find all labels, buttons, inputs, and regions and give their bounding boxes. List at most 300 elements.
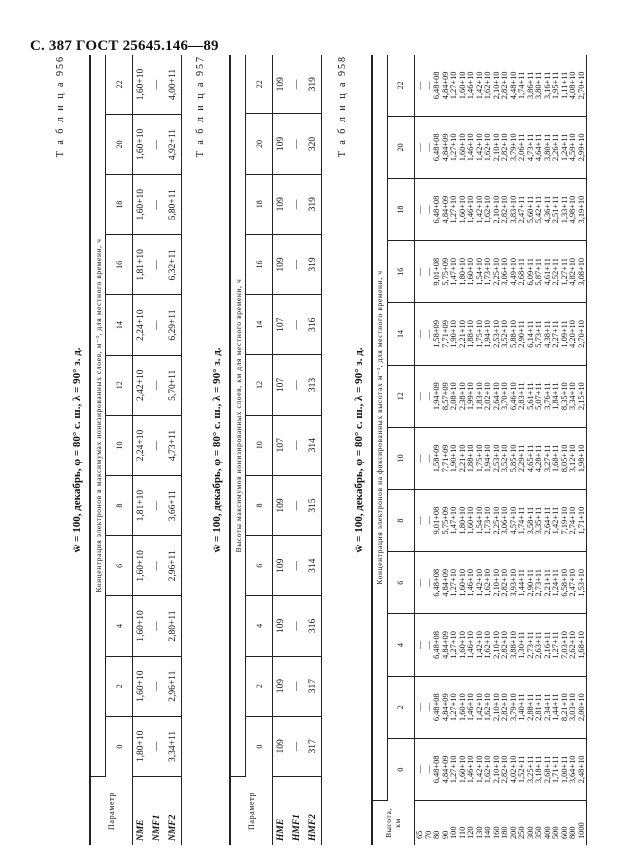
value-cell: 4,36+11 [542, 195, 552, 224]
value-cell: 1,73+10 [483, 506, 492, 535]
table-958-label: Т а б л и ц а 958 [337, 55, 348, 158]
value-cell: 1,27+11 [551, 631, 560, 659]
value-cell: 1,62+10 [483, 755, 492, 784]
height-value: 100 [449, 826, 458, 839]
value-cell: — [149, 235, 165, 295]
value-cell: 317 [305, 716, 322, 776]
value-cell: 1,68+11 [551, 444, 560, 473]
value-cell: 4,84+09 [440, 568, 450, 597]
value-cell: 1,46+10 [466, 195, 475, 224]
value-cell: 1,60+10 [457, 568, 467, 597]
value-cell: 9,01+08 [432, 257, 441, 286]
value-cell: 5,88+10 [508, 320, 518, 348]
height-value: 200 [508, 826, 518, 839]
hour-header: 18 [246, 174, 273, 234]
param-name: NME [136, 819, 146, 841]
rotated-content [55, 55, 625, 845]
value-cell: 3,35+11 [534, 506, 543, 535]
value-cell: — [149, 355, 165, 415]
hour-header: 6 [106, 536, 133, 596]
value-cell: 1,46+10 [466, 71, 475, 100]
hour-header: 22 [246, 55, 273, 114]
hour-header: 10 [388, 427, 415, 489]
value-cell: 1,30+11 [517, 631, 526, 659]
value-cell: 2,70+10 [576, 320, 586, 348]
value-cell: — [149, 415, 165, 475]
value-cell: 1,73+10 [483, 257, 492, 286]
value-cell: 4,84+09 [440, 755, 450, 784]
height-value: 350 [534, 826, 543, 839]
hour-header: 4 [246, 596, 273, 656]
param-header: Параметр [90, 777, 133, 846]
value-cell: 2,51+11 [551, 195, 560, 224]
hour-header: 0 [246, 716, 273, 776]
hour-header: 0 [388, 738, 415, 800]
height-value: 600 [559, 826, 569, 839]
value-cell: 2,82+10 [500, 133, 509, 162]
value-cell: — [289, 415, 305, 475]
table-958 [371, 55, 587, 845]
value-cell: — [423, 578, 433, 587]
value-cell: — [149, 716, 165, 776]
value-cell: 1,27+10 [449, 755, 458, 784]
hour-column-16 [415, 241, 587, 303]
value-cell: 1,42+10 [474, 195, 484, 224]
value-cell: 2,08+10 [449, 382, 458, 411]
value-cell: 1,54+10 [474, 257, 484, 286]
hour-column-12 [415, 365, 587, 427]
value-cell: 7,71+09 [440, 320, 450, 348]
value-cell: 1,60+10 [133, 596, 150, 656]
group-header: Концентрация электронов на фиксированных высотах м⁻³, для местного времени, ч [372, 55, 388, 801]
value-cell: 4,84+09 [440, 693, 450, 722]
hour-header: 12 [246, 355, 273, 415]
value-cell: 1,27+10 [449, 693, 458, 722]
value-cell: 3,52+10 [500, 320, 509, 348]
height-value: 1000 [576, 822, 586, 839]
value-cell: 4,28+11 [534, 444, 543, 473]
value-cell: 2,96+11 [165, 536, 182, 596]
value-cell: — [415, 392, 424, 401]
value-cell: 2,53+10 [491, 320, 501, 348]
value-cell: 1,27+10 [449, 631, 458, 659]
value-cell: 1,58+09 [432, 444, 441, 473]
value-cell: 3,52+10 [500, 444, 509, 473]
value-cell: 1,46+10 [466, 568, 475, 597]
value-cell: — [289, 536, 305, 596]
value-cell: 2,68+11 [517, 258, 526, 286]
value-cell: 7,71+09 [440, 444, 450, 473]
hour-column-20 [415, 116, 587, 178]
value-cell: 1,42+10 [474, 133, 484, 162]
value-cell: 4,02+10 [508, 755, 518, 784]
value-cell: 3,58+11 [525, 506, 535, 535]
value-cell: 1,60+10 [133, 55, 150, 114]
hour-header: 18 [388, 178, 415, 240]
value-cell: — [289, 234, 305, 294]
value-cell: 3,19+10 [576, 195, 586, 224]
value-cell: 3,12+10 [568, 444, 577, 473]
value-cell: 2,82+10 [500, 631, 509, 659]
value-cell: 320 [305, 114, 322, 174]
value-cell: 319 [305, 55, 322, 114]
hour-header: 14 [388, 303, 415, 365]
height-value: 800 [568, 826, 577, 839]
hour-header: 22 [388, 55, 415, 116]
value-cell: 314 [305, 536, 322, 596]
value-cell: 2,06+11 [517, 133, 526, 162]
value-cell: 109 [273, 234, 290, 294]
value-cell: 1,80+10 [457, 506, 467, 535]
hour-column-14 [415, 303, 587, 365]
height-value: 70 [423, 830, 433, 839]
value-cell: 4,08+10 [568, 71, 577, 100]
value-cell: 6,48+08 [432, 71, 441, 100]
value-cell: 2,26+11 [551, 133, 560, 162]
value-cell: 4,65+11 [525, 444, 535, 473]
value-cell: 1,62+10 [483, 693, 492, 722]
value-cell: 2,64+11 [542, 506, 552, 535]
value-cell: 5,87+11 [534, 258, 543, 286]
height-value: 250 [517, 826, 526, 839]
value-cell: 2,29+11 [517, 444, 526, 473]
group-header: Концентрация электронов в максимумах ионизированных слоев, м⁻³, для местного времени, ч [90, 55, 106, 777]
value-cell: 1,09+11 [559, 320, 569, 348]
value-cell: 2,52+11 [551, 258, 560, 286]
table-row [415, 55, 587, 845]
value-cell: — [289, 355, 305, 415]
value-cell: 7,03+10 [559, 631, 569, 659]
value-cell: 6,32+11 [165, 235, 182, 295]
value-cell: 1,47+10 [449, 257, 458, 286]
value-cell: 2,82+10 [500, 755, 509, 784]
value-cell: — [149, 536, 165, 596]
value-cell: 1,60+10 [457, 631, 467, 659]
value-cell: 1,44+11 [517, 569, 526, 597]
value-cell: 1,80+10 [457, 257, 467, 286]
value-cell: 1,71+10 [576, 506, 586, 535]
hour-header: 6 [388, 552, 415, 614]
value-cell: 1,60+10 [466, 257, 475, 286]
value-cell: 1,60+10 [133, 536, 150, 596]
table-956-caption: w̄ = 100, декабрь, φ = 80° с. ш., λ = 90° з. д. [71, 347, 83, 553]
hour-header: 4 [388, 614, 415, 676]
value-cell: — [423, 143, 433, 152]
value-cell: — [415, 516, 424, 525]
value-cell: 6,48+08 [432, 568, 441, 597]
value-cell: 109 [273, 174, 290, 234]
value-cell: — [289, 114, 305, 174]
value-cell: — [423, 703, 433, 712]
value-cell: 1,42+10 [474, 568, 484, 597]
value-cell: 1,27+10 [449, 568, 458, 597]
value-cell: 2,10+10 [491, 631, 501, 659]
value-cell: 5,73+11 [534, 320, 543, 348]
value-cell: 1,62+10 [483, 71, 492, 100]
value-cell: 1,60+10 [133, 175, 150, 235]
value-cell: 2,24+10 [133, 295, 150, 355]
value-cell: 9,01+08 [432, 506, 441, 535]
value-cell: — [149, 596, 165, 656]
value-cell: 4,82+10 [568, 257, 577, 286]
value-cell: 1,98+10 [576, 444, 586, 473]
value-cell: 4,59+10 [568, 133, 577, 162]
value-cell: 1,88+10 [466, 320, 475, 348]
value-cell: — [289, 656, 305, 716]
value-cell: 314 [305, 415, 322, 475]
value-cell: 6,48+08 [432, 631, 441, 659]
value-cell: 2,64+10 [491, 382, 501, 411]
table-row [305, 55, 322, 845]
value-cell: 5,80+11 [165, 175, 182, 235]
value-cell: — [149, 476, 165, 536]
value-cell: — [415, 205, 424, 214]
value-cell: 1,46+10 [466, 133, 475, 162]
param-name: HMF1 [292, 814, 302, 841]
hour-header: 20 [106, 114, 133, 174]
value-cell: 1,53+10 [576, 568, 586, 597]
value-cell: 1,33+11 [559, 195, 569, 224]
value-cell: 3,93+10 [508, 568, 518, 597]
value-cell: 2,10+10 [491, 568, 501, 597]
hour-header: 2 [106, 656, 133, 716]
param-header: Параметр [230, 777, 273, 846]
value-cell: 4,73+11 [165, 415, 182, 475]
value-cell: 6,48+08 [432, 133, 441, 162]
table-957-label: Т а б л и ц а 957 [195, 55, 206, 158]
value-cell: 4,84+09 [440, 631, 450, 659]
value-cell: 2,53+10 [491, 444, 501, 473]
value-cell: 5,07+11 [534, 382, 543, 410]
value-cell: 6,58+10 [559, 568, 569, 597]
value-cell: 1,47+10 [449, 506, 458, 535]
value-cell: 316 [305, 295, 322, 355]
value-cell: 2,83+11 [517, 382, 526, 410]
value-cell: 1,71+11 [551, 755, 560, 784]
value-cell: 1,62+10 [483, 568, 492, 597]
value-cell: 1,84+11 [551, 382, 560, 410]
value-cell: 3,34+10 [568, 382, 577, 411]
table-956 [89, 55, 182, 845]
value-cell: 1,94+09 [432, 382, 441, 411]
value-cell: 2,21+10 [457, 444, 467, 473]
value-cell: — [415, 454, 424, 463]
value-cell: 4,84+09 [440, 195, 450, 224]
value-cell: 1,60+10 [457, 693, 467, 722]
value-cell: 4,64+11 [534, 133, 543, 162]
value-cell: 313 [305, 355, 322, 415]
value-cell: 109 [273, 656, 290, 716]
value-cell: — [289, 475, 305, 535]
value-cell: 2,21+10 [457, 320, 467, 348]
value-cell: 4,92+11 [165, 114, 182, 174]
value-cell: 1,81+10 [133, 476, 150, 536]
hour-header: 8 [106, 476, 133, 536]
value-cell: 1,24+11 [551, 569, 560, 597]
value-cell: 2,73+11 [534, 569, 543, 597]
value-cell: 3,66+11 [165, 476, 182, 536]
value-cell: 1,46+10 [466, 693, 475, 722]
hour-header: 16 [246, 234, 273, 294]
hour-column-10 [415, 427, 587, 489]
value-cell: — [415, 81, 424, 90]
hour-column-6 [415, 552, 587, 614]
value-cell: 3,79+10 [508, 133, 518, 162]
value-cell: 8,35+10 [559, 382, 569, 411]
value-cell: 2,48+10 [576, 755, 586, 784]
value-cell: 2,21+11 [542, 569, 552, 597]
value-cell: 2,62+10 [568, 631, 577, 659]
value-cell: 109 [273, 716, 290, 776]
hour-column-22 [415, 55, 587, 116]
hour-header: 12 [106, 355, 133, 415]
table-row [133, 55, 150, 845]
height-value: 140 [483, 826, 492, 839]
table-row [273, 55, 290, 845]
value-cell: 3,80+11 [534, 71, 543, 100]
value-cell: — [289, 596, 305, 656]
hour-header: 22 [106, 55, 133, 114]
value-cell: 3,79+10 [508, 693, 518, 722]
value-cell: — [415, 765, 424, 774]
table-956-label: Т а б л и ц а 956 [55, 55, 66, 158]
value-cell: 2,82+10 [500, 568, 509, 597]
value-cell: 2,10+10 [491, 71, 501, 100]
value-cell: 1,27+10 [449, 133, 458, 162]
height-value: 500 [551, 826, 560, 839]
value-cell: 3,80+11 [542, 133, 552, 162]
value-cell: 2,25+10 [491, 506, 501, 535]
hour-header: 2 [388, 676, 415, 738]
value-cell: — [423, 329, 433, 339]
value-cell: 1,80+10 [133, 716, 150, 776]
value-cell: 2,73+11 [525, 631, 535, 659]
value-cell: 109 [273, 114, 290, 174]
value-cell: 3,88+10 [508, 631, 518, 659]
hour-column-4 [415, 614, 587, 676]
value-cell: 7,19+10 [559, 506, 569, 535]
value-cell: 107 [273, 415, 290, 475]
param-name: NMF2 [168, 814, 178, 841]
value-cell: 2,81+11 [534, 693, 543, 721]
value-cell: 2,63+11 [534, 631, 543, 659]
height-value: 120 [466, 826, 475, 839]
value-cell: 1,42+10 [474, 755, 484, 784]
value-cell: 1,74+11 [517, 506, 526, 535]
value-cell: 2,74+10 [568, 506, 577, 535]
hour-header: 0 [106, 716, 133, 776]
value-cell: 2,25+10 [491, 257, 501, 286]
value-cell: 2,90+11 [525, 569, 535, 597]
value-cell: 2,80+11 [165, 596, 182, 656]
value-cell: 4,84+09 [440, 133, 450, 162]
value-cell: — [149, 55, 165, 114]
value-cell: 3,64+10 [568, 755, 577, 784]
value-cell: — [423, 81, 433, 90]
value-cell: 4,38+11 [542, 320, 552, 348]
value-cell: 4,49+10 [508, 257, 518, 286]
value-cell: 109 [273, 536, 290, 596]
hour-header: 10 [106, 415, 133, 475]
value-cell: 5,60+11 [525, 195, 535, 224]
value-cell: 1,60+10 [466, 506, 475, 535]
height-value: 180 [500, 826, 509, 839]
value-cell: 1,60+10 [457, 71, 467, 100]
height-value: 130 [474, 826, 484, 839]
value-cell: 1,40+11 [517, 693, 526, 721]
value-cell: 2,27+11 [551, 320, 560, 348]
value-cell: 1,62+10 [483, 195, 492, 224]
value-cell: 6,14+11 [525, 320, 535, 348]
value-cell: 2,38+10 [457, 382, 467, 411]
value-cell: 1,99+10 [466, 382, 475, 411]
value-cell: 317 [305, 656, 322, 716]
value-cell: — [415, 329, 424, 339]
value-cell: 6,48+08 [432, 195, 441, 224]
value-cell: 1,27+10 [449, 71, 458, 100]
value-cell: 1,27+11 [559, 258, 569, 286]
value-cell: 1,46+10 [466, 631, 475, 659]
value-cell: 3,70+10 [500, 382, 509, 411]
value-cell: 2,47+10 [568, 568, 577, 597]
value-cell: — [149, 175, 165, 235]
value-cell: — [289, 716, 305, 776]
value-cell: — [423, 516, 433, 525]
value-cell: — [415, 143, 424, 152]
value-cell: — [289, 55, 305, 114]
height-value: 80 [432, 830, 441, 839]
value-cell: 1,94+10 [483, 444, 492, 473]
value-cell: 315 [305, 475, 322, 535]
value-cell: — [423, 765, 433, 774]
value-cell: 1,42+10 [474, 693, 484, 722]
value-cell: 5,61+11 [525, 382, 535, 410]
hour-column-2 [415, 676, 587, 738]
value-cell: 6,09+11 [525, 258, 535, 286]
value-cell: — [423, 454, 433, 463]
hour-header: 16 [388, 241, 415, 303]
value-cell: — [289, 295, 305, 355]
hour-column-8 [415, 489, 587, 551]
value-cell: 2,90+11 [517, 320, 526, 348]
value-cell: 1,42+11 [551, 506, 560, 535]
param-name: HME [276, 818, 286, 841]
hour-header: 4 [106, 596, 133, 656]
value-cell: 2,10+10 [491, 195, 501, 224]
value-cell: 1,60+10 [133, 114, 150, 174]
value-cell: 1,75+10 [474, 444, 484, 473]
value-cell: 8,57+09 [440, 382, 450, 411]
value-cell: — [423, 205, 433, 214]
value-cell: 109 [273, 55, 290, 114]
value-cell: 1,42+10 [474, 71, 484, 100]
value-cell: 2,47+11 [517, 195, 526, 224]
hour-header: 16 [106, 235, 133, 295]
value-cell: — [149, 114, 165, 174]
table-row [289, 55, 305, 845]
value-cell: 2,02+10 [483, 382, 492, 411]
height-column [415, 801, 587, 846]
value-cell: 1,52+11 [517, 755, 526, 784]
value-cell: 6,48+08 [432, 755, 441, 784]
value-cell: 2,82+10 [500, 195, 509, 224]
value-cell: 1,62+10 [483, 631, 492, 659]
value-cell: 3,06+10 [500, 257, 509, 286]
value-cell: 109 [273, 596, 290, 656]
hour-column-0 [415, 738, 587, 800]
value-cell: 2,82+10 [500, 693, 509, 722]
value-cell: 1,60+10 [457, 133, 467, 162]
